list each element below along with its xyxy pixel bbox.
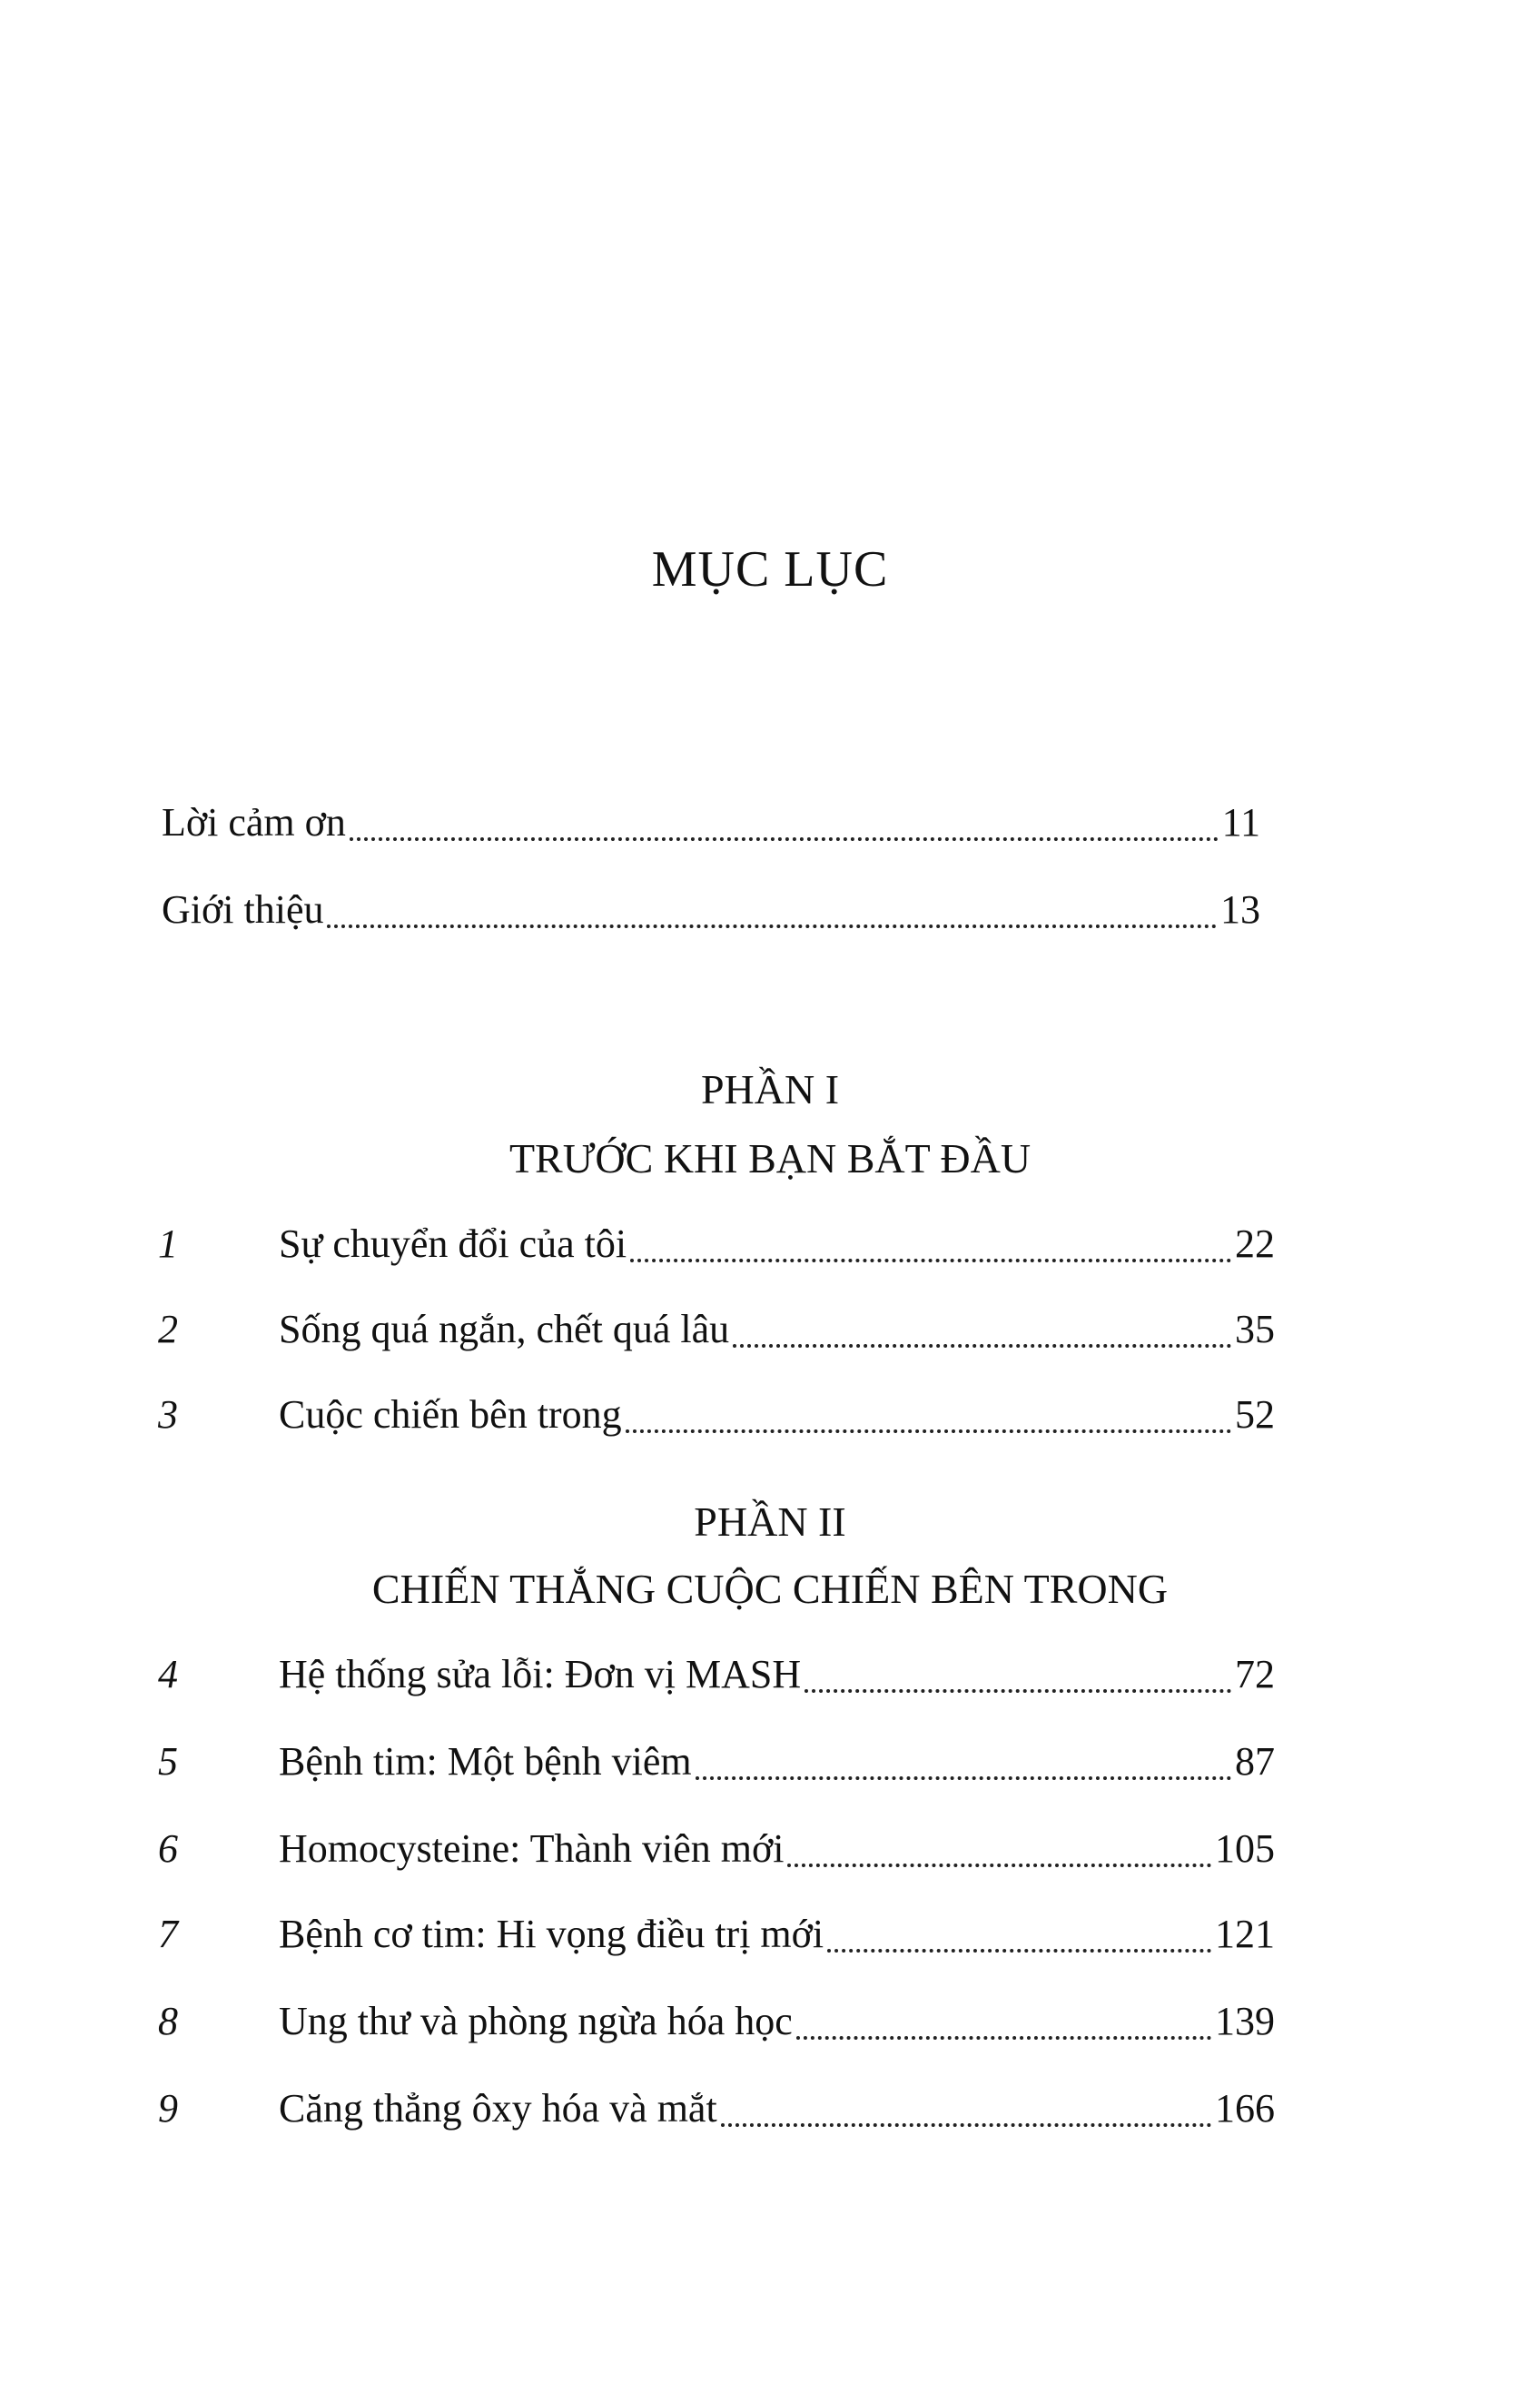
dot-leader [805, 1689, 1231, 1693]
toc-entry-acknowledgements[interactable] [162, 796, 1260, 850]
toc-entry-chapter-9[interactable] [158, 2081, 1275, 2136]
chapter-number: 6 [158, 1826, 178, 1871]
part-subtitle: TRƯỚC KHI BẠN BẮT ĐẦU [508, 1135, 1032, 1182]
toc-entry-chapter-3[interactable] [158, 1388, 1275, 1442]
entry-label: Sự chuyển đổi của tôi [279, 1221, 627, 1266]
dot-leader [327, 925, 1217, 928]
chapter-number: 2 [158, 1307, 178, 1351]
toc-entry-introduction[interactable] [162, 883, 1260, 937]
entry-page-number: 13 [1220, 887, 1260, 932]
entry-label: Ung thư và phòng ngừa hóa học [279, 1999, 793, 2043]
entry-page-number: 22 [1235, 1221, 1275, 1266]
entry-page-number: 121 [1215, 1912, 1275, 1956]
dot-leader [626, 1429, 1231, 1433]
chapter-number: 7 [158, 1912, 178, 1956]
entry-page-number: 139 [1215, 1999, 1275, 2043]
entry-page-number: 105 [1215, 1826, 1275, 1871]
chapter-number: 9 [158, 2086, 178, 2131]
part-heading: PHẦN I [700, 1066, 840, 1112]
dot-leader [696, 1776, 1231, 1780]
toc-entry-chapter-6[interactable] [158, 1822, 1275, 1876]
entry-page-number: 72 [1235, 1652, 1275, 1696]
entry-label: Hệ thống sửa lỗi: Đơn vị MASH [279, 1652, 802, 1696]
entry-page-number: 35 [1235, 1307, 1275, 1351]
toc-entry-chapter-5[interactable] [158, 1735, 1275, 1789]
dot-leader [827, 1949, 1211, 1953]
toc-entry-chapter-2[interactable] [158, 1302, 1275, 1357]
entry-label: Sống quá ngắn, chết quá lâu [279, 1307, 730, 1351]
entry-label: Lời cảm ơn [162, 800, 346, 845]
entry-label: Căng thẳng ôxy hóa và mắt [279, 2086, 717, 2131]
chapter-number: 8 [158, 1999, 178, 2043]
entry-label: Bệnh cơ tim: Hi vọng điều trị mới [279, 1912, 824, 1956]
toc-entry-chapter-8[interactable] [158, 1994, 1275, 2049]
entry-label: Giới thiệu [162, 887, 324, 932]
entry-label: Cuộc chiến bên trong [279, 1392, 622, 1437]
entry-page-number: 166 [1215, 2086, 1275, 2131]
entry-page-number: 87 [1235, 1739, 1275, 1784]
part-heading: PHẦN II [694, 1498, 846, 1545]
part-subtitle: CHIẾN THẮNG CUỘC CHIẾN BÊN TRONG [371, 1566, 1169, 1612]
toc-entry-chapter-4[interactable] [158, 1647, 1275, 1702]
toc-title: MỤC LỤC [651, 541, 889, 598]
dot-leader [733, 1344, 1231, 1348]
chapter-number: 5 [158, 1739, 178, 1784]
dot-leader [787, 1864, 1211, 1867]
chapter-number: 3 [158, 1392, 178, 1437]
chapter-number: 1 [158, 1221, 178, 1266]
entry-page-number: 11 [1221, 800, 1260, 845]
toc-entry-chapter-1[interactable] [158, 1217, 1275, 1271]
chapter-number: 4 [158, 1652, 178, 1696]
entry-page-number: 52 [1235, 1392, 1275, 1437]
dot-leader [721, 2123, 1211, 2127]
toc-entry-chapter-7[interactable] [158, 1907, 1275, 1962]
dot-leader [630, 1259, 1231, 1262]
dot-leader [350, 837, 1219, 841]
entry-label: Bệnh tim: Một bệnh viêm [279, 1739, 692, 1784]
dot-leader [796, 2036, 1211, 2040]
entry-label: Homocysteine: Thành viên mới [279, 1826, 785, 1871]
